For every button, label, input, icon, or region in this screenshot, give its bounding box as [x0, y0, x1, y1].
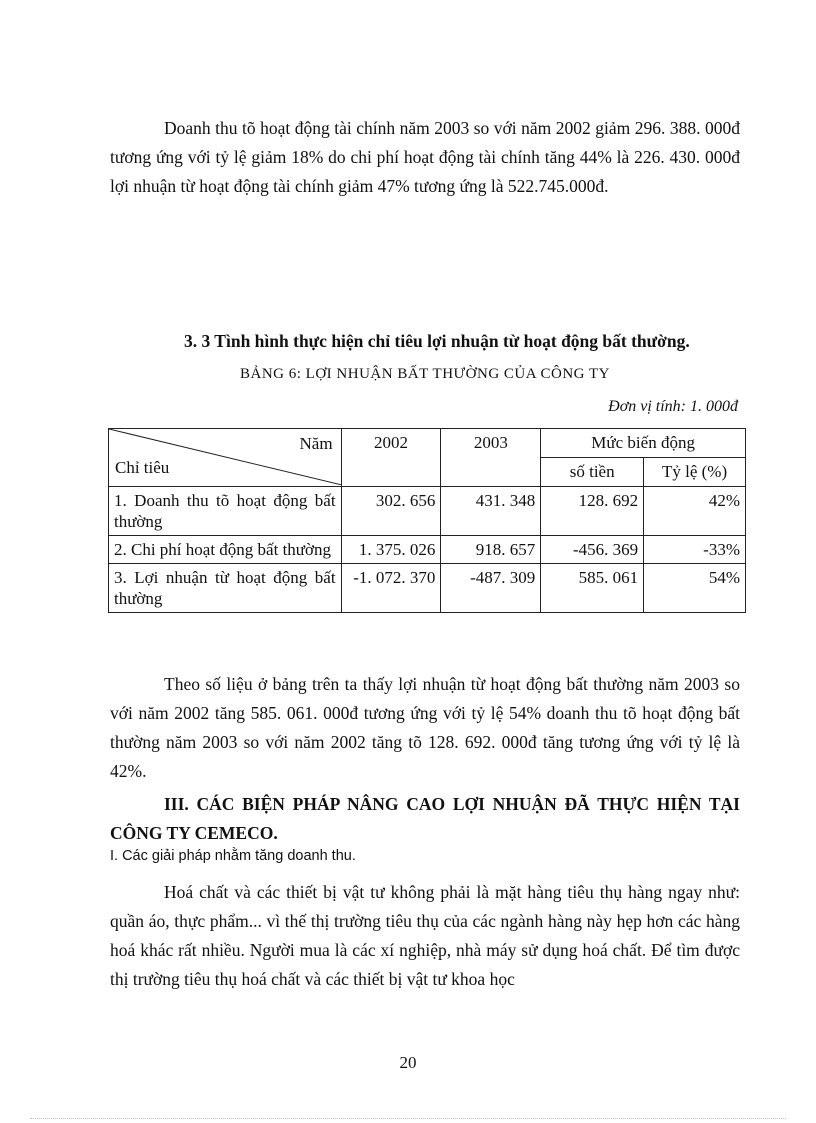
- cell-2003: 431. 348: [441, 487, 541, 536]
- cell-2003: 918. 657: [441, 536, 541, 564]
- cell-2002: 1. 375. 026: [341, 536, 441, 564]
- diagonal-header-cell: [109, 429, 342, 487]
- cell-2002: -1. 072. 370: [341, 564, 441, 613]
- section-heading-extraordinary-profit: 3. 3 Tình hình thực hiện chỉ tiêu lợi nhuận từ hoạt động bất thường.: [184, 331, 690, 351]
- header-change: Mức biến động: [541, 429, 746, 458]
- unit-label: Đơn vị tính: 1. 000đ: [608, 398, 738, 415]
- footer-divider: [30, 1118, 786, 1119]
- table-row: [109, 487, 746, 536]
- header-year: Năm: [299, 434, 333, 453]
- cell-2002: 302. 656: [341, 487, 441, 536]
- header-criteria: Chỉ tiêu: [115, 458, 170, 477]
- cell-2003: -487. 309: [441, 564, 541, 613]
- header-2002: 2002: [341, 429, 441, 487]
- cell-rate: 54%: [644, 564, 746, 613]
- table-header-row: [109, 429, 746, 458]
- profit-table: [108, 428, 746, 613]
- table-caption: BẢNG 6: LỢI NHUẬN BẤT THƯỜNG CỦA CÔNG TY: [240, 366, 610, 382]
- table-row: [109, 564, 746, 613]
- cell-amount: 128. 692: [541, 487, 644, 536]
- cell-rate: -33%: [644, 536, 746, 564]
- header-rate: Tỷ lệ (%): [644, 458, 746, 487]
- header-2003: 2003: [441, 429, 541, 487]
- cell-rate: 42%: [644, 487, 746, 536]
- header-amount: số tiền: [541, 458, 644, 487]
- cell-amount: 585. 061: [541, 564, 644, 613]
- cell-amount: -456. 369: [541, 536, 644, 564]
- paragraph-market: Hoá chất và các thiết bị vật tư không phải là mặt hàng tiêu thụ hàng ngay như: quần áo, thực phẩm... vì thế thị trường tiêu thụ của các ngành hàng này hẹp hơn các hàng hoá khác rất nhiều. Người mua là các xí nghiệp, nhà máy sử dụng hoá chất. Để tìm được thị trường tiêu thụ hoá chất và các thiết bị vật tư khoa học: [110, 882, 740, 989]
- section-title-measures: III. CÁC BIỆN PHÁP NÂNG CAO LỢI NHUẬN ĐÃ THỰC HIỆN TẠI CÔNG TY CEMECO.: [110, 794, 740, 843]
- row-label: 3. Lợi nhuận từ hoạt động bất thường: [109, 564, 342, 613]
- page-number: 20: [399, 1053, 417, 1072]
- table-row: [109, 536, 746, 564]
- subsection-title: I. Các giải pháp nhằm tăng doanh thu.: [110, 848, 356, 864]
- paragraph-analysis: Theo số liệu ở bảng trên ta thấy lợi nhuận từ hoạt động bất thường năm 2003 so với năm 2002 tăng 585. 061. 000đ tương ứng với tỷ lệ 54% doanh thu tõ hoạt động bất thường năm 2003 so với năm 2002 tăng tõ 128. 692. 000đ tăng tương ứng với tỷ lệ là 42%.: [110, 674, 740, 781]
- row-label: 2. Chi phí hoạt động bất thường: [109, 536, 342, 564]
- row-label: 1. Doanh thu tõ hoạt động bất thường: [109, 487, 342, 536]
- paragraph-financial-revenue: Doanh thu tõ hoạt động tài chính năm 2003 so với năm 2002 giảm 296. 388. 000đ tương ứng với tỷ lệ giảm 18% do chi phí hoạt động tài chính tăng 44% là 226. 430. 000đ lợi nhuận từ hoạt động tài chính giảm 47% tương ứng là 522.745.000đ.: [110, 118, 740, 196]
